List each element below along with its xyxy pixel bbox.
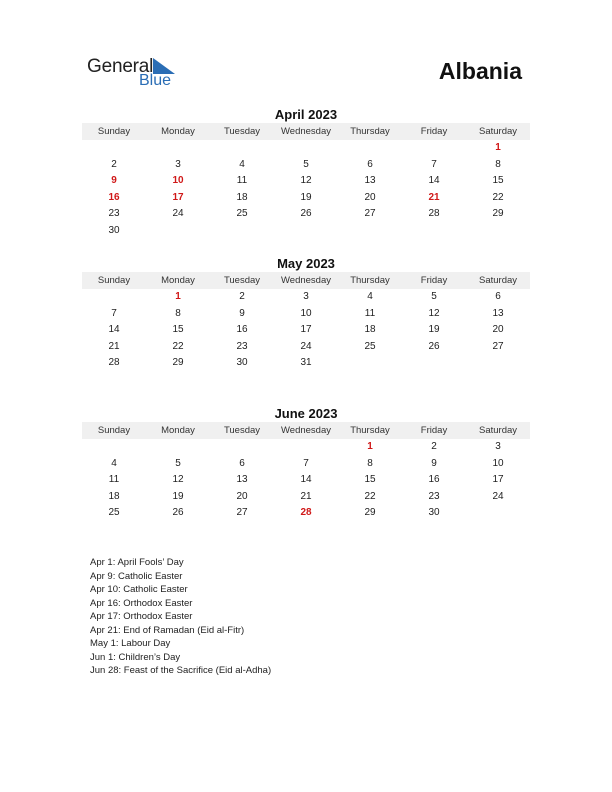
- day-cell: 11: [236, 175, 248, 187]
- day-cell: [146, 439, 210, 456]
- day-cell: 14: [300, 474, 312, 486]
- weekday-label: Friday: [420, 126, 448, 137]
- logo-text-blue: Blue: [139, 72, 172, 89]
- day-cell: 8: [367, 457, 373, 469]
- day-cell: 11: [108, 474, 120, 486]
- day-cell: 26: [172, 507, 184, 519]
- day-cell: 8: [495, 158, 501, 170]
- day-cell: 22: [172, 340, 184, 352]
- week-row: [82, 190, 530, 207]
- holiday-entry: Apr 16: Orthodox Easter: [90, 597, 193, 609]
- day-cell: [466, 505, 530, 522]
- day-cell: 13: [364, 175, 376, 187]
- day-cell: 3: [303, 291, 309, 302]
- day-cell: [210, 140, 274, 157]
- day-cell: 4: [111, 457, 117, 469]
- day-cell: 23: [428, 490, 440, 502]
- day-cell: 30: [428, 507, 440, 519]
- day-cell: 17: [300, 324, 312, 336]
- day-cell: 6: [367, 158, 373, 170]
- week-row: [82, 339, 530, 356]
- day-cell: 3: [495, 441, 501, 452]
- weekday-label: Tuesday: [223, 275, 261, 286]
- day-cell: 20: [364, 191, 376, 203]
- day-cell: 31: [300, 357, 312, 369]
- weekday-label: Wednesday: [281, 275, 331, 286]
- day-cell: 6: [239, 457, 245, 469]
- day-cell: 15: [364, 474, 376, 486]
- day-cell: 29: [364, 507, 376, 519]
- day-cell: [274, 439, 338, 456]
- day-cell: 3: [175, 158, 181, 170]
- day-cell: 1: [495, 142, 501, 153]
- day-cell: 23: [108, 208, 120, 220]
- weekday-label: Friday: [420, 425, 448, 436]
- day-cell: [338, 140, 402, 157]
- day-cell: 1: [367, 441, 373, 452]
- day-cell: 15: [492, 175, 504, 187]
- day-cell: 24: [492, 490, 504, 502]
- day-cell: [338, 355, 402, 372]
- day-cell: 30: [108, 224, 120, 236]
- weekday-label: Monday: [161, 425, 195, 436]
- weekday-label: Monday: [161, 275, 195, 286]
- weekday-label: Thursday: [350, 126, 390, 137]
- day-cell: [274, 140, 338, 157]
- day-cell: 1: [175, 291, 181, 302]
- day-cell: 24: [172, 208, 184, 220]
- day-cell: 6: [495, 291, 501, 302]
- week-row: [82, 489, 530, 506]
- day-cell: 14: [428, 175, 440, 187]
- weekday-label: Monday: [161, 126, 195, 137]
- holiday-entry: Apr 10: Catholic Easter: [90, 584, 188, 595]
- weekday-label: Wednesday: [281, 126, 331, 137]
- week-row: [82, 173, 530, 190]
- day-cell: 29: [172, 357, 184, 369]
- day-cell: 7: [111, 307, 117, 319]
- weekday-label: Saturday: [478, 425, 518, 436]
- day-cell: [402, 223, 466, 240]
- day-cell: 19: [428, 324, 440, 336]
- holiday-entry: Apr 9: Catholic Easter: [90, 570, 183, 582]
- week-row: [82, 157, 530, 174]
- day-cell: 17: [492, 474, 504, 486]
- weekday-label: Thursday: [350, 425, 390, 436]
- holiday-entry: Apr 17: Orthodox Easter: [90, 611, 193, 622]
- day-cell: 15: [172, 324, 184, 336]
- day-cell: 18: [236, 191, 248, 203]
- day-cell: 2: [431, 441, 437, 452]
- weekday-label: Sunday: [97, 126, 131, 137]
- week-row: [82, 355, 530, 372]
- month-title: April 2023: [274, 107, 338, 122]
- day-cell: 14: [108, 324, 120, 336]
- day-cell: 7: [431, 158, 437, 170]
- day-cell: 25: [364, 340, 376, 352]
- weekday-header-row: [82, 272, 530, 289]
- day-cell: [82, 289, 146, 306]
- week-row: [82, 223, 530, 240]
- day-cell: 21: [300, 490, 312, 502]
- day-cell: 2: [239, 291, 245, 302]
- day-cell: 28: [108, 357, 120, 369]
- day-cell: 10: [172, 175, 184, 187]
- day-cell: 12: [300, 175, 312, 187]
- day-cell: 9: [239, 307, 245, 319]
- day-cell: 27: [492, 340, 504, 352]
- day-cell: 8: [175, 307, 181, 319]
- day-cell: [274, 223, 338, 240]
- day-cell: 25: [236, 208, 248, 220]
- week-row: [82, 322, 530, 339]
- month-title: June 2023: [274, 406, 338, 421]
- week-row: [82, 456, 530, 473]
- week-row: [82, 306, 530, 323]
- day-cell: [82, 439, 146, 456]
- weekday-label: Saturday: [478, 275, 518, 286]
- day-cell: 10: [492, 457, 504, 469]
- brand-logo: [87, 56, 187, 96]
- day-cell: 13: [492, 307, 504, 319]
- day-cell: [402, 355, 466, 372]
- month-calendar: [82, 406, 530, 522]
- month-calendar: [82, 256, 530, 372]
- weekday-label: Tuesday: [223, 126, 261, 137]
- day-cell: 21: [428, 191, 440, 203]
- day-cell: [210, 223, 274, 240]
- weekday-header-row: [82, 123, 530, 140]
- day-cell: 19: [300, 191, 312, 203]
- week-row: [82, 140, 530, 157]
- holiday-entry: Apr 21: End of Ramadan (Eid al-Fitr): [90, 624, 245, 636]
- weekday-label: Saturday: [478, 126, 518, 137]
- day-cell: 26: [300, 208, 312, 220]
- day-cell: 10: [300, 307, 312, 319]
- day-cell: 26: [428, 340, 440, 352]
- holiday-entry: Jun 28: Feast of the Sacrifice (Eid al-Adha): [90, 665, 272, 676]
- day-cell: 5: [303, 158, 309, 170]
- day-cell: 29: [492, 208, 504, 220]
- day-cell: 9: [431, 457, 437, 469]
- day-cell: [338, 223, 402, 240]
- day-cell: 22: [492, 191, 504, 203]
- day-cell: 17: [172, 191, 184, 203]
- day-cell: 4: [239, 158, 245, 170]
- holiday-list: [90, 556, 271, 678]
- week-row: [82, 439, 530, 456]
- day-cell: 18: [108, 490, 120, 502]
- day-cell: 21: [108, 340, 120, 352]
- day-cell: 23: [236, 340, 248, 352]
- holiday-entry: Jun 1: Children’s Day: [90, 651, 181, 663]
- day-cell: [146, 140, 210, 157]
- day-cell: 30: [236, 357, 248, 369]
- day-cell: 16: [236, 324, 248, 336]
- day-cell: 20: [492, 324, 504, 336]
- day-cell: 7: [303, 457, 309, 469]
- day-cell: 20: [236, 490, 248, 502]
- day-cell: 5: [175, 457, 181, 469]
- weekday-label: Friday: [420, 275, 448, 286]
- week-row: [82, 206, 530, 223]
- day-cell: 28: [428, 208, 440, 220]
- day-cell: 16: [108, 191, 120, 203]
- week-row: [82, 472, 530, 489]
- month-calendar: [82, 107, 530, 240]
- weekday-label: Thursday: [350, 275, 390, 286]
- weekday-label: Sunday: [97, 275, 131, 286]
- holiday-entry: May 1: Labour Day: [90, 638, 171, 649]
- day-cell: 18: [364, 324, 376, 336]
- day-cell: [402, 140, 466, 157]
- weekday-label: Sunday: [97, 425, 131, 436]
- day-cell: 13: [236, 474, 248, 486]
- weekday-label: Wednesday: [281, 425, 331, 436]
- day-cell: 27: [236, 507, 248, 519]
- week-row: [82, 289, 530, 306]
- day-cell: 12: [428, 307, 440, 319]
- day-cell: 9: [111, 175, 117, 187]
- weekday-label: Tuesday: [223, 425, 261, 436]
- day-cell: [146, 223, 210, 240]
- day-cell: 5: [431, 291, 437, 302]
- day-cell: 16: [428, 474, 440, 486]
- day-cell: 11: [364, 307, 376, 319]
- day-cell: [466, 223, 530, 240]
- country-title: Albania: [438, 58, 522, 84]
- month-title: May 2023: [277, 256, 335, 271]
- day-cell: 22: [364, 490, 376, 502]
- day-cell: 12: [172, 474, 184, 486]
- day-cell: 24: [300, 340, 312, 352]
- day-cell: 27: [364, 208, 376, 220]
- day-cell: 4: [367, 291, 373, 302]
- week-row: [82, 505, 530, 522]
- logo-text-general: General: [87, 56, 154, 77]
- holiday-entry: Apr 1: April Fools’ Day: [90, 557, 184, 568]
- day-cell: 19: [172, 490, 184, 502]
- day-cell: [466, 355, 530, 372]
- day-cell: 28: [300, 507, 312, 519]
- day-cell: 25: [108, 507, 120, 519]
- day-cell: [82, 140, 146, 157]
- day-cell: [210, 439, 274, 456]
- weekday-header-row: [82, 422, 530, 439]
- day-cell: 2: [111, 158, 117, 170]
